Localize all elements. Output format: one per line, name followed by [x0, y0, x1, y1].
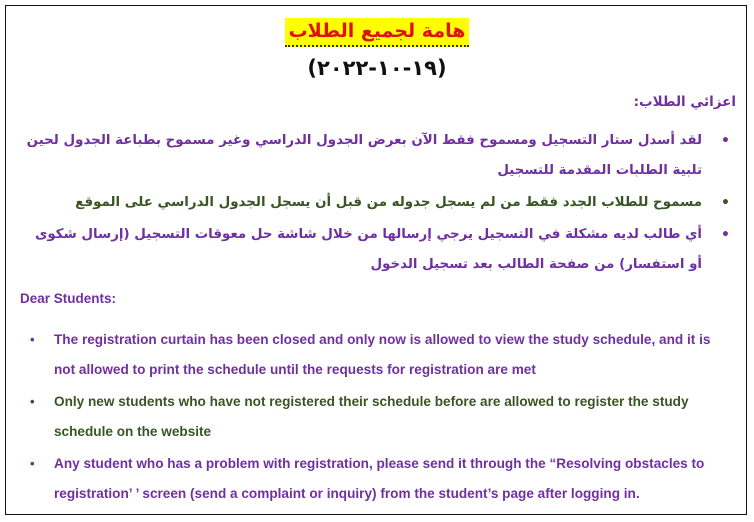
bullet-icon: •: [721, 195, 730, 211]
english-list-item: [20, 449, 725, 509]
arabic-item-text: مسموح للطلاب الجدد فقط من لم يسجل جدوله من قبل أن يسجل الجدول الدراسي على الموقع: [75, 195, 702, 210]
arabic-list: [18, 126, 738, 282]
english-greeting: Dear Students:: [20, 291, 117, 306]
bullet-icon: •: [721, 133, 730, 149]
bullet-icon: •: [30, 456, 35, 471]
english-item-text: Any student who has a problem with registration, please send it through the “Resolving obstacles to registration’ ’ screen (send a complaint or inquiry) from the student’s page after logging in.: [54, 456, 705, 501]
arabic-item-text: لقد أسدل ستار التسجيل ومسموح فقط الآن بعرض الجدول الدراسي وغير مسموح بطباعة الجدول لحين تلبية الطلبات المقدمة للتسجيل: [26, 133, 702, 178]
arabic-greeting: اعزائي الطلاب:: [633, 94, 736, 110]
notice-title: هامة لجميع الطلاب: [285, 18, 470, 47]
arabic-item-text: أي طالب لديه مشكلة في التسجيل يرجي إرسالها من خلال شاشة حل معوقات التسجيل (إرسال شكوى أو استفسار) من صفحة الطالب بعد تسجيل الدخول: [35, 227, 702, 272]
bullet-icon: •: [30, 332, 35, 347]
arabic-list-item: [18, 188, 738, 218]
bullet-icon: •: [30, 394, 35, 409]
arabic-list-item: [18, 220, 738, 280]
title-container: [0, 18, 754, 47]
english-list: [20, 325, 725, 511]
english-list-item: [20, 325, 725, 385]
arabic-list-item: [18, 126, 738, 186]
english-list-item: [20, 387, 725, 447]
notice-date: (١٩-١٠-٢٠٢٢): [307, 56, 447, 80]
bullet-icon: •: [721, 227, 730, 243]
english-item-text: The registration curtain has been closed and only now is allowed to view the study schedule, and it is not allowed to print the schedule until the requests for registration are met: [54, 332, 711, 377]
english-item-text: Only new students who have not registered their schedule before are allowed to register the study schedule on the website: [54, 394, 689, 439]
